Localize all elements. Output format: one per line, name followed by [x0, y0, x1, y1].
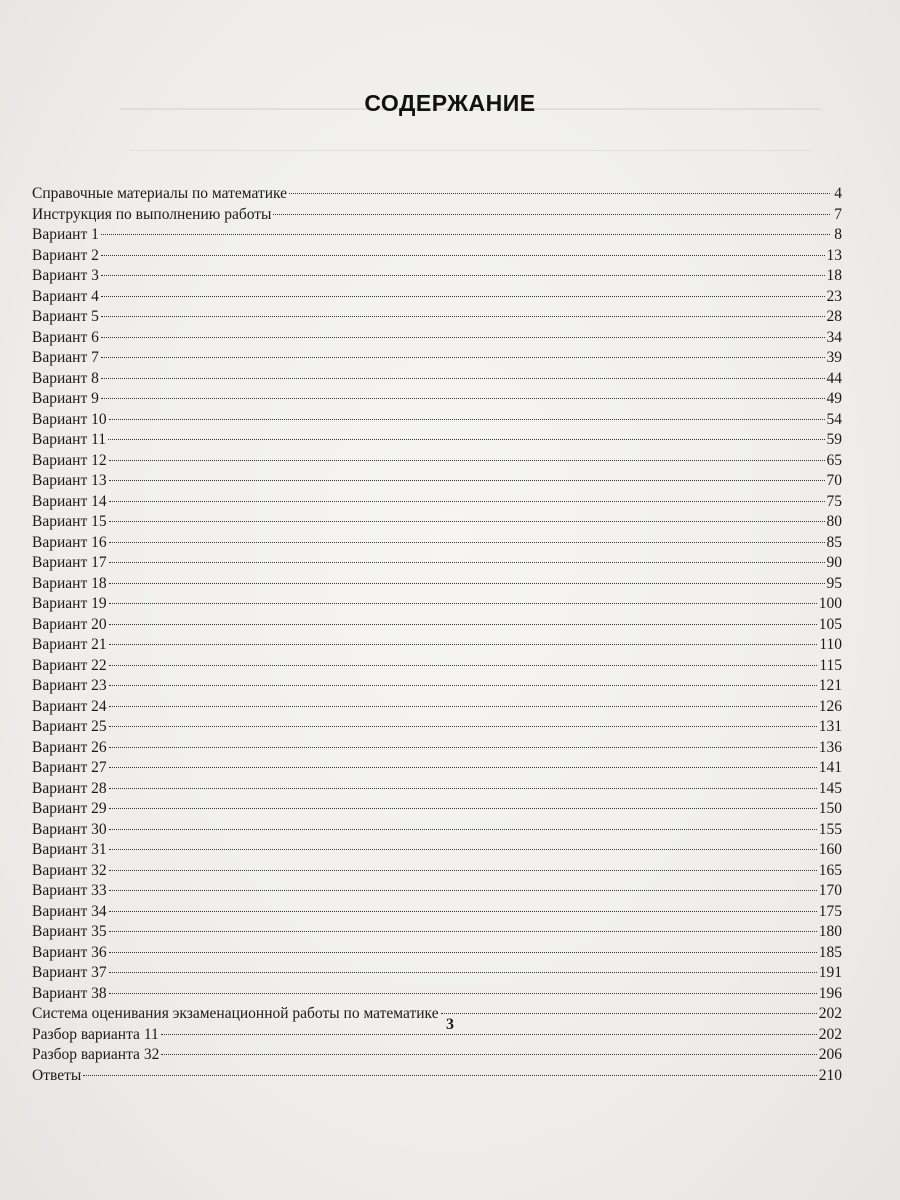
dot-leader — [109, 480, 825, 481]
toc-entry-page: 121 — [818, 677, 842, 694]
dot-leader — [109, 501, 825, 502]
toc-entry-page: 44 — [826, 369, 842, 387]
toc-entry-page: 65 — [826, 451, 842, 469]
toc-entry-page: 210 — [818, 1066, 842, 1084]
toc-entry-page: 18 — [826, 267, 842, 284]
toc-entry-label: Вариант 12 — [32, 451, 107, 469]
toc-entry-label: Вариант 32 — [32, 861, 107, 879]
toc-entry-page: 115 — [819, 656, 842, 674]
toc-entry-label: Вариант 36 — [32, 943, 107, 961]
toc-entry — [32, 758, 842, 779]
toc-entry-label: Вариант 15 — [32, 513, 107, 530]
dot-leader — [101, 255, 825, 256]
toc-entry — [32, 779, 842, 800]
toc-entry — [32, 717, 842, 738]
dot-leader — [289, 193, 830, 194]
toc-entry-label: Вариант 5 — [32, 308, 99, 325]
toc-entry — [32, 430, 842, 451]
toc-entry — [32, 963, 842, 984]
toc-entry-label: Разбор варианта 11 — [32, 1025, 159, 1043]
toc-entry — [32, 820, 842, 841]
toc-entry-label: Разбор варианта 32 — [32, 1046, 160, 1063]
toc-entry-label: Вариант 35 — [32, 923, 107, 940]
toc-entry-label: Вариант 14 — [32, 492, 107, 510]
dot-leader — [109, 890, 817, 891]
toc-entry-label: Вариант 1 — [32, 226, 99, 243]
toc-entry-label: Система оценивания экзаменационной работы по математике — [32, 1005, 439, 1022]
toc-entry-label: Вариант 28 — [32, 779, 107, 797]
toc-entry — [32, 922, 842, 943]
toc-entry — [32, 881, 842, 902]
dot-leader — [101, 357, 825, 358]
toc-entry-page: 175 — [818, 902, 842, 920]
toc-entry-page: 196 — [818, 984, 842, 1002]
toc-entry-label: Вариант 17 — [32, 554, 107, 571]
toc-entry — [32, 902, 842, 923]
toc-entry-label: Вариант 21 — [32, 636, 107, 653]
dot-leader — [101, 234, 830, 235]
toc-entry — [32, 861, 842, 882]
dot-leader — [109, 931, 817, 932]
toc-entry — [32, 389, 842, 410]
page-title: СОДЕРЖАНИЕ — [364, 90, 536, 116]
toc-entry-page: 23 — [826, 287, 842, 305]
toc-entry-label: Вариант 3 — [32, 267, 99, 284]
toc-entry-page: 145 — [818, 779, 842, 797]
toc-entry — [32, 635, 842, 656]
toc-entry-page: 206 — [818, 1046, 842, 1063]
toc-entry — [32, 656, 842, 677]
dot-leader — [109, 562, 825, 563]
toc-entry — [32, 1066, 842, 1087]
dot-leader — [109, 644, 818, 645]
toc-entry-page: 150 — [818, 800, 842, 817]
dot-leader — [109, 460, 825, 461]
dot-leader — [109, 767, 817, 768]
dot-leader — [101, 378, 825, 379]
dot-leader — [109, 542, 825, 543]
toc-entry-page: 131 — [818, 718, 842, 735]
toc-entry-label: Вариант 22 — [32, 656, 107, 674]
toc-entry-label: Вариант 30 — [32, 820, 107, 838]
toc-entry-page: 34 — [826, 328, 842, 346]
toc-entry — [32, 266, 842, 287]
toc-entry — [32, 287, 842, 308]
dot-leader — [109, 788, 817, 789]
toc-entry-page: 13 — [826, 246, 842, 264]
toc-entry-page: 28 — [826, 308, 842, 325]
toc-entry-page: 39 — [826, 349, 842, 366]
toc-entry-page: 4 — [834, 185, 842, 202]
toc-entry — [32, 184, 842, 205]
toc-entry-label: Вариант 16 — [32, 533, 107, 551]
toc-entry-label: Вариант 2 — [32, 246, 99, 264]
toc-entry-label: Вариант 4 — [32, 287, 99, 305]
toc-entry-label: Вариант 29 — [32, 800, 107, 817]
toc-entry — [32, 553, 842, 574]
toc-entry-page: 141 — [818, 759, 842, 776]
toc-entry-label: Вариант 11 — [32, 431, 107, 448]
toc-entry-page: 54 — [826, 410, 842, 428]
toc-entry — [32, 471, 842, 492]
toc-entry-label: Вариант 37 — [32, 964, 107, 981]
dot-leader — [109, 993, 817, 994]
dot-leader — [109, 521, 825, 522]
toc-entry-page: 110 — [819, 636, 842, 653]
dot-leader — [101, 398, 825, 399]
toc-entry — [32, 984, 842, 1005]
toc-entry — [32, 1045, 842, 1066]
dot-leader — [109, 624, 817, 625]
dot-leader — [109, 419, 825, 420]
dot-leader — [101, 296, 825, 297]
toc-entry-label: Ответы — [32, 1066, 82, 1084]
toc-entry-label: Вариант 13 — [32, 472, 107, 489]
dot-leader — [109, 706, 817, 707]
toc-entry-page: 105 — [818, 615, 842, 633]
toc-entry-label: Вариант 20 — [32, 615, 107, 633]
toc-entry-page: 49 — [826, 390, 842, 407]
toc-entry — [32, 676, 842, 697]
toc-entry-page: 155 — [818, 820, 842, 838]
dot-leader — [101, 337, 825, 338]
toc-entry — [32, 348, 842, 369]
dot-leader — [109, 747, 817, 748]
toc-entry-page: 75 — [826, 492, 842, 510]
toc-entry-label: Вариант 19 — [32, 595, 107, 612]
toc-entry-label: Вариант 10 — [32, 410, 107, 428]
dot-leader — [109, 603, 817, 604]
dot-leader — [109, 583, 825, 584]
page-number: 3 — [446, 1016, 454, 1033]
toc-entry — [32, 594, 842, 615]
toc-entry-page: 180 — [818, 923, 842, 940]
dot-leader — [161, 1054, 816, 1055]
toc-entry — [32, 512, 842, 533]
dot-leader — [109, 952, 817, 953]
toc-entry-page: 90 — [826, 554, 842, 571]
toc-entry-page: 7 — [834, 205, 842, 223]
toc-entry-label: Вариант 25 — [32, 718, 107, 735]
toc-entry-page: 202 — [818, 1025, 842, 1043]
dot-leader — [109, 829, 817, 830]
table-of-contents — [32, 184, 842, 1086]
toc-entry — [32, 225, 842, 246]
dot-leader — [101, 275, 825, 276]
toc-entry-page: 80 — [826, 513, 842, 530]
toc-entry-label: Вариант 38 — [32, 984, 107, 1002]
toc-entry — [32, 533, 842, 554]
toc-entry-page: 160 — [818, 841, 842, 858]
toc-entry-label: Вариант 8 — [32, 369, 99, 387]
toc-entry-label: Вариант 31 — [32, 841, 107, 858]
dot-leader — [109, 665, 818, 666]
toc-entry-label: Вариант 33 — [32, 882, 107, 899]
toc-entry-label: Вариант 26 — [32, 738, 107, 756]
toc-entry-label: Вариант 23 — [32, 677, 107, 694]
toc-entry — [32, 369, 842, 390]
toc-entry — [32, 574, 842, 595]
toc-entry — [32, 410, 842, 431]
dot-leader — [441, 1013, 817, 1014]
toc-entry — [32, 246, 842, 267]
toc-entry-page: 185 — [818, 943, 842, 961]
toc-entry-page: 8 — [834, 226, 842, 243]
toc-entry — [32, 492, 842, 513]
toc-entry-page: 136 — [818, 738, 842, 756]
dot-leader — [108, 439, 824, 440]
dot-leader — [109, 870, 817, 871]
dot-leader — [109, 685, 817, 686]
dot-leader — [101, 316, 825, 317]
toc-entry — [32, 799, 842, 820]
toc-entry-page: 202 — [818, 1005, 842, 1022]
toc-entry — [32, 943, 842, 964]
toc-entry-page: 70 — [826, 472, 842, 489]
toc-entry-label: Вариант 27 — [32, 759, 107, 776]
toc-entry-page: 59 — [826, 431, 842, 448]
toc-entry-label: Вариант 6 — [32, 328, 99, 346]
toc-entry-label: Инструкция по выполнению работы — [32, 205, 272, 223]
toc-entry — [32, 205, 842, 226]
dot-leader — [109, 849, 817, 850]
toc-entry — [32, 451, 842, 472]
toc-entry-label: Вариант 34 — [32, 902, 107, 920]
dot-leader — [83, 1075, 816, 1076]
toc-entry — [32, 697, 842, 718]
toc-entry-page: 165 — [818, 861, 842, 879]
toc-entry — [32, 615, 842, 636]
toc-entry — [32, 840, 842, 861]
toc-entry-page: 170 — [818, 882, 842, 899]
toc-entry-label: Вариант 9 — [32, 390, 99, 407]
toc-entry — [32, 307, 842, 328]
dot-leader — [273, 214, 830, 215]
toc-entry-label: Вариант 18 — [32, 574, 107, 592]
toc-entry-page: 100 — [818, 595, 842, 612]
toc-entry-page: 85 — [826, 533, 842, 551]
toc-entry-label: Вариант 7 — [32, 349, 99, 366]
toc-entry-label: Вариант 24 — [32, 697, 107, 715]
toc-entry-page: 95 — [826, 574, 842, 592]
dot-leader — [109, 911, 817, 912]
toc-entry-page: 191 — [818, 964, 842, 981]
dot-leader — [109, 726, 817, 727]
toc-entry-label: Справочные материалы по математике — [32, 185, 288, 202]
toc-entry — [32, 328, 842, 349]
toc-entry-page: 126 — [818, 697, 842, 715]
dot-leader — [109, 808, 817, 809]
toc-entry — [32, 738, 842, 759]
dot-leader — [109, 972, 817, 973]
